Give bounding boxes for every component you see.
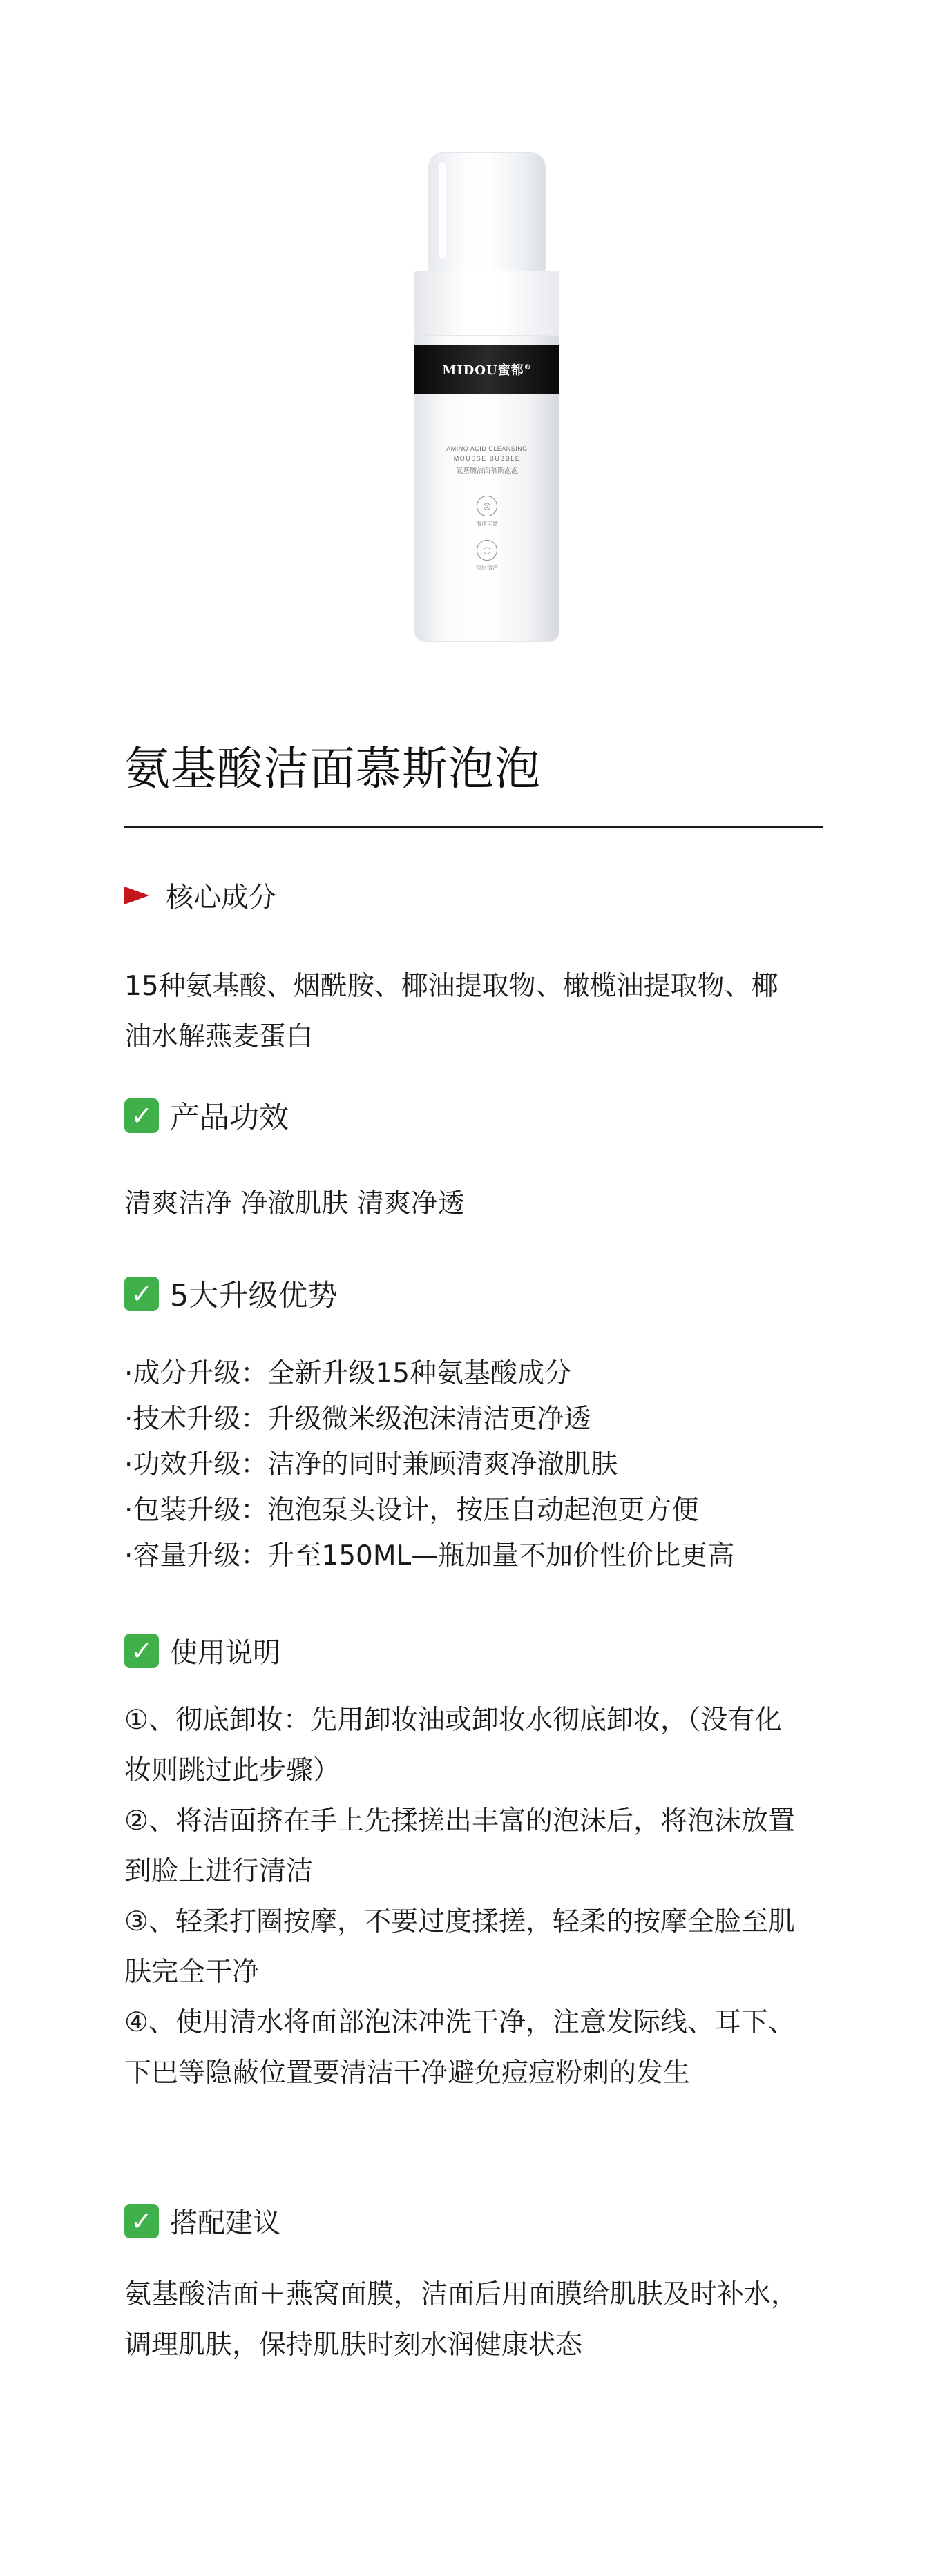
brand-band: [414, 345, 559, 394]
badge-caption: 深层清洁: [476, 565, 498, 571]
foam-badge-icon: ◎: [477, 496, 497, 516]
text-line: ③、轻柔打圈按摩，不要过度揉搓，轻柔的按摩全脸至肌: [124, 1906, 795, 1937]
list-item: ·成分升级：全新升级15种氨基酸成分: [124, 1358, 572, 1389]
text-line: 15种氨基酸、烟酰胺、椰油提取物、橄榄油提取物、椰: [124, 971, 778, 1002]
red-flag-icon: [124, 887, 149, 904]
green-check-icon: ✓: [124, 1634, 159, 1668]
text-line: ①、彻底卸妆：先用卸妆油或卸妆水彻底卸妆，（没有化: [124, 1705, 782, 1736]
text-line: 下巴等隐蔽位置要清洁干净避免痘痘粉刺的发生: [124, 2057, 691, 2089]
section-efficacy-heading: ✓ 产品功效: [124, 1094, 289, 1136]
section-upgrades-heading: ✓ 5大升级优势: [124, 1272, 337, 1315]
text-line: 氨基酸洁面＋燕窝面膜，洁面后用面膜给肌肤及时补水，: [124, 2279, 798, 2310]
bottle-label-cn: 氨基酸洁面慕斯泡泡: [456, 467, 518, 475]
section-usage-heading: ✓ 使用说明: [124, 1631, 280, 1670]
usage-text: [124, 1695, 836, 2098]
title-divider: [124, 826, 823, 828]
pump-neck: [414, 271, 559, 336]
text-line: ④、使用清水将面部泡沫冲洗干净，注意发际线、耳下、: [124, 2007, 795, 2038]
brand-logo: MIDOU蜜都®: [442, 363, 532, 378]
green-check-icon: ✓: [124, 1098, 159, 1133]
text-line: 到脸上进行清洁: [124, 1856, 314, 1887]
green-check-icon: ✓: [124, 2204, 159, 2238]
section-pairing-heading: ✓ 搭配建议: [124, 2201, 280, 2240]
ingredients-text: [124, 961, 836, 1062]
clean-badge-icon: ◌: [477, 540, 497, 561]
upgrades-list: [124, 1351, 836, 1579]
list-item: ·包装升级：泡泡泵头设计，按压自动起泡更方便: [124, 1495, 699, 1526]
bottle-label-en-1: AMINO ACID CLEANSING: [446, 445, 528, 452]
product-image: [408, 138, 566, 649]
page-title: 氨基酸洁面慕斯泡泡: [124, 742, 541, 795]
text-line: 调理肌肤，保持肌肤时刻水润健康状态: [124, 2330, 583, 2361]
pump-cap: [428, 152, 546, 273]
efficacy-text: 清爽洁净 净澈肌肤 清爽净透: [124, 1188, 465, 1219]
text-line: 肤完全干净: [124, 1957, 260, 1988]
text-line: 油水解燕麦蛋白: [124, 1021, 314, 1052]
list-item: ·功效升级：洁净的同时兼顾清爽净澈肌肤: [124, 1449, 618, 1480]
pairing-text: [124, 2269, 836, 2370]
text-line: ②、将洁面挤在手上先揉搓出丰富的泡沫后，将泡沫放置: [124, 1805, 795, 1837]
bottle-label-en-2: MOUSSE BUBBLE: [453, 455, 521, 462]
list-item: ·技术升级：升级微米级泡沫清洁更净透: [124, 1404, 591, 1435]
list-item: ·容量升级：升至150ML—瓶加量不加价性价比更高: [124, 1540, 735, 1571]
text-line: 妆则跳过此步骤）: [124, 1755, 341, 1786]
badge-caption: 泡沫丰富: [476, 521, 498, 527]
green-check-icon: ✓: [124, 1277, 159, 1311]
section-ingredients-heading: 核心成分: [124, 875, 276, 915]
